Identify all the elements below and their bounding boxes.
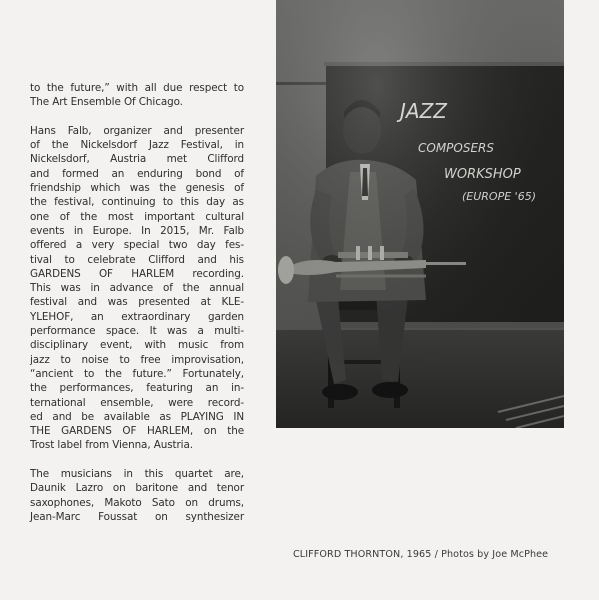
text-line: tival to celebrate Clifford and his	[30, 253, 244, 266]
text-line: events in Europe. In 2015, Mr. Falb	[30, 224, 244, 237]
paragraph-3	[30, 467, 244, 524]
text-line: This was in advance of the annual	[30, 282, 244, 295]
text-line: performance space. It was a multi-	[30, 325, 244, 338]
text-line: Jean-Marc Foussat on synthesizer	[30, 510, 244, 523]
text-line: offered a very special two day fes-	[30, 239, 244, 252]
text-line: the performances, featuring an in-	[30, 382, 244, 395]
text-line: of the Nickelsdorf Jazz Festival, in	[30, 139, 244, 152]
text-line: Nickelsdorf, Austria met Clifford	[30, 153, 244, 166]
text-line: ternational ensemble, were record-	[30, 396, 244, 409]
text-line: the festival, continuing to this day as	[30, 196, 244, 209]
light-overlay	[276, 0, 564, 428]
photo-illustration	[276, 0, 564, 428]
text-line: GARDENS OF HARLEM recording.	[30, 267, 244, 280]
text-line: THE GARDENS OF HARLEM, on the	[30, 425, 244, 438]
text-line: “ancient to the future.” Fortunately,	[30, 367, 244, 380]
text-line: one of the most important cultural	[30, 210, 244, 223]
text-line: ed and be available as PLAYING IN	[30, 410, 244, 423]
text-line: jazz to noise to free improvisation,	[30, 353, 244, 366]
paragraph-1	[30, 81, 244, 110]
photo-caption: CLIFFORD THORNTON, 1965 / Photos by Joe McPhee	[293, 549, 549, 560]
text-line: Hans Falb, organizer and presenter	[30, 124, 244, 137]
photo-clifford-thornton	[276, 0, 564, 428]
text-line: saxophones, Makoto Sato on drums,	[30, 496, 244, 509]
text-line: Trost label from Vienna, Austria.	[30, 439, 193, 452]
text-line: The Art Ensemble Of Chicago.	[30, 96, 183, 109]
article-text	[30, 81, 244, 524]
text-line: YLEHOF, an extraordinary garden	[30, 310, 244, 323]
text-line: Daunik Lazro on baritone and tenor	[30, 482, 244, 495]
text-line: disciplinary event, with music from	[30, 339, 244, 352]
text-line: friendship which was the genesis of	[30, 182, 244, 195]
paragraph-2	[30, 124, 244, 453]
text-line: festival and was presented at KLE-	[30, 296, 244, 309]
text-line: and formed an enduring bond of	[30, 167, 244, 180]
text-line: to the future,” with all due respect to	[30, 82, 244, 94]
text-line: The musicians in this quartet are,	[30, 468, 244, 481]
